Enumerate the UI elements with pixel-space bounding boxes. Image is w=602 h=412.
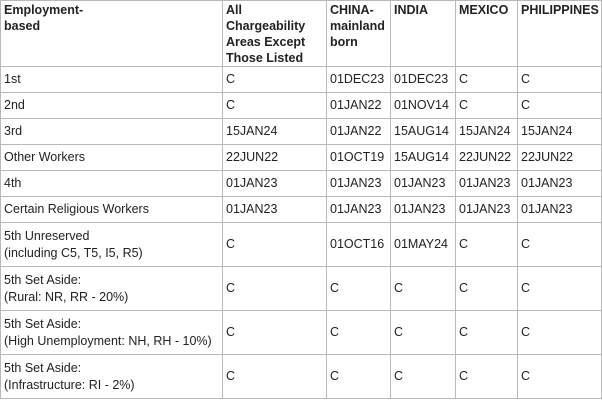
header-label: All Chargeability Areas Except Those Listed <box>226 3 306 65</box>
table-row <box>1 93 602 119</box>
row-category: 4th <box>1 171 223 197</box>
cell-date: C <box>327 355 391 399</box>
header-label: CHINA- mainland born <box>330 3 385 49</box>
cell-date: 15JAN24 <box>518 119 602 145</box>
cell-date: 22JUN22 <box>518 145 602 171</box>
header-mexico <box>456 1 518 67</box>
header-philippines <box>518 1 602 67</box>
cell-date: C <box>223 223 327 267</box>
row-category: Certain Religious Workers <box>1 197 223 223</box>
header-employment-based <box>1 1 223 67</box>
cell-date: C <box>391 267 456 311</box>
cell-date: 01JAN23 <box>327 171 391 197</box>
cell-date: C <box>327 311 391 355</box>
table-row <box>1 67 602 93</box>
cell-date: C <box>518 355 602 399</box>
cell-date: C <box>327 267 391 311</box>
cell-date: 15JAN24 <box>456 119 518 145</box>
row-category <box>1 267 223 311</box>
row-category-label: 5th Set Aside: (High Unemployment: NH, RH - 10%) <box>4 316 212 348</box>
cell-date: 01JAN23 <box>456 171 518 197</box>
table-row <box>1 311 602 355</box>
row-category <box>1 223 223 267</box>
table-row <box>1 267 602 311</box>
cell-date: C <box>223 93 327 119</box>
header-row <box>1 1 602 67</box>
cell-date: C <box>223 67 327 93</box>
cell-date: 01JAN23 <box>223 197 327 223</box>
header-all-chargeability <box>223 1 327 67</box>
table-row <box>1 145 602 171</box>
cell-date: C <box>391 355 456 399</box>
header-label: MEXICO <box>459 3 509 17</box>
cell-date: 15JAN24 <box>223 119 327 145</box>
cell-date: 01JAN23 <box>518 197 602 223</box>
table-row <box>1 355 602 399</box>
cell-date: 01DEC23 <box>327 67 391 93</box>
row-category: 1st <box>1 67 223 93</box>
row-category: 2nd <box>1 93 223 119</box>
table-row <box>1 197 602 223</box>
cell-date: 01NOV14 <box>391 93 456 119</box>
cell-date: 01JAN23 <box>518 171 602 197</box>
cell-date: C <box>223 355 327 399</box>
cell-date: C <box>518 67 602 93</box>
cell-date: 01DEC23 <box>391 67 456 93</box>
header-label: Employment- based <box>4 3 84 33</box>
cell-date: 22JUN22 <box>223 145 327 171</box>
table-row <box>1 119 602 145</box>
cell-date: C <box>223 267 327 311</box>
cell-date: C <box>518 311 602 355</box>
table-row <box>1 223 602 267</box>
cell-date: 22JUN22 <box>456 145 518 171</box>
cell-date: 15AUG14 <box>391 119 456 145</box>
row-category-label: 5th Set Aside: (Rural: NR, RR - 20%) <box>4 272 129 304</box>
cell-date: C <box>518 93 602 119</box>
cell-date: 01JAN22 <box>327 93 391 119</box>
cell-date: C <box>223 311 327 355</box>
cell-date: 01JAN23 <box>391 171 456 197</box>
cell-date: 01JAN23 <box>327 197 391 223</box>
cell-date: C <box>518 223 602 267</box>
row-category <box>1 311 223 355</box>
cell-date: 01JAN23 <box>456 197 518 223</box>
cell-date: 01OCT19 <box>327 145 391 171</box>
cell-date: 15AUG14 <box>391 145 456 171</box>
table-row <box>1 171 602 197</box>
cell-date: 01JAN23 <box>391 197 456 223</box>
cell-date: 01OCT16 <box>327 223 391 267</box>
cell-date: C <box>456 311 518 355</box>
cell-date: 01JAN22 <box>327 119 391 145</box>
row-category: 3rd <box>1 119 223 145</box>
row-category <box>1 355 223 399</box>
header-label: PHILIPPINES <box>521 3 599 17</box>
row-category-label: 5th Set Aside: (Infrastructure: RI - 2%) <box>4 360 135 392</box>
cell-date: C <box>456 93 518 119</box>
cell-date: 01MAY24 <box>391 223 456 267</box>
header-label: INDIA <box>394 3 429 17</box>
cell-date: 01JAN23 <box>223 171 327 197</box>
cell-date: C <box>456 67 518 93</box>
cell-date: C <box>456 355 518 399</box>
cell-date: C <box>456 267 518 311</box>
cell-date: C <box>518 267 602 311</box>
cell-date: C <box>391 311 456 355</box>
row-category: Other Workers <box>1 145 223 171</box>
header-china <box>327 1 391 67</box>
row-category-label: 5th Unreserved (including C5, T5, I5, R5) <box>4 228 143 260</box>
header-india <box>391 1 456 67</box>
cell-date: C <box>456 223 518 267</box>
